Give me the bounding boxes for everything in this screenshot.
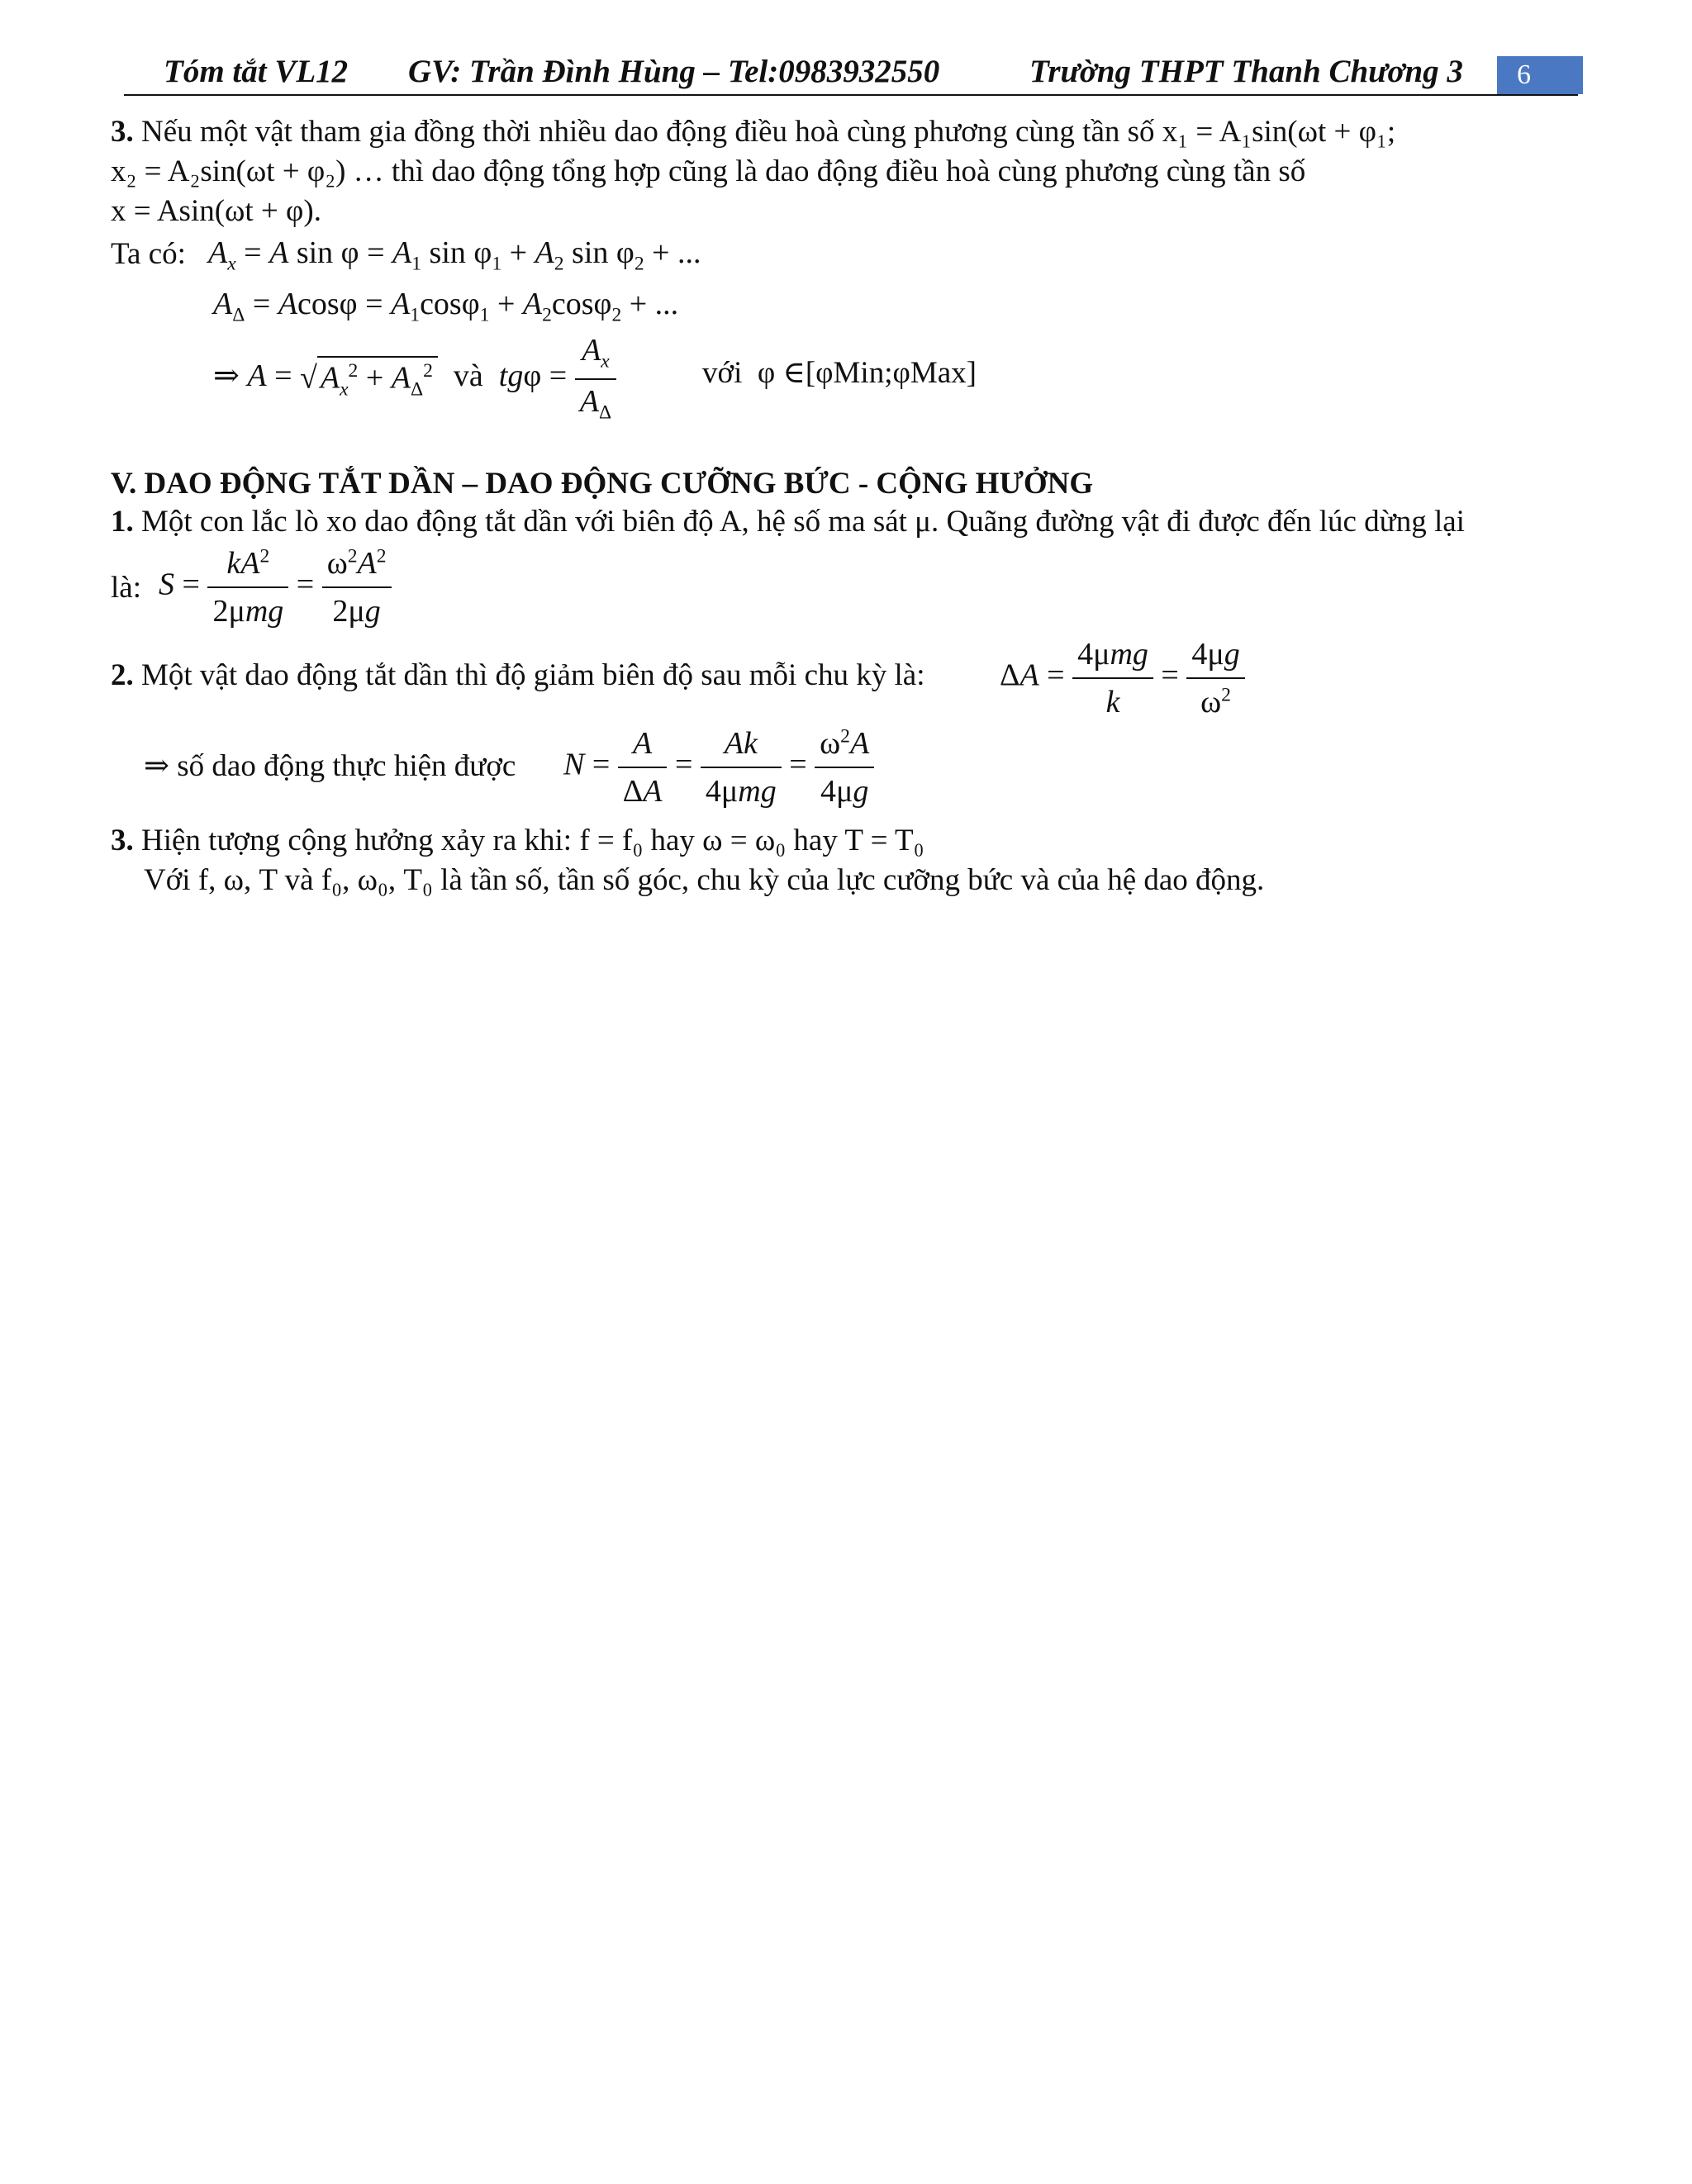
- header-school: Trường THPT Thanh Chương 3: [1029, 54, 1463, 89]
- v-item2-sub: ⇒ số dao động thực hiện được: [144, 749, 516, 783]
- phi-range: φ ∈[φMin;φMax]: [757, 356, 977, 390]
- formula-ax: $A_x = A$ $\sin \varphi = A_1$ $\sin \varphi_1 + A_2$ $\sin \varphi_2$ + ...: [208, 235, 701, 275]
- page-header: [124, 50, 1578, 96]
- va-word: và: [453, 358, 483, 394]
- header-course: Tóm tắt VL12: [164, 54, 349, 89]
- item-text: Một con lắc lò xo dao động tắt dần với biên độ A, hệ số ma sát μ. Quãng đường vật đi được đến lúc dừng lại: [141, 505, 1465, 539]
- v-item1-text: [111, 504, 1465, 540]
- v-item1-la: là:: [111, 571, 141, 605]
- item-number: 3.: [111, 115, 134, 149]
- item-number: 1.: [111, 505, 134, 539]
- voi-word: với: [702, 356, 743, 390]
- v-item2-text: [111, 658, 925, 694]
- phi-condition: [702, 355, 977, 392]
- item3-line1: [111, 114, 1395, 150]
- sqrt-expression: √ $A_x^2 + A_\Delta^2$: [300, 356, 438, 401]
- taco-label: Ta có:: [111, 237, 186, 271]
- v-item3-note: Với f, ω, T và f₀, ω₀, T₀ là tần số, tần số góc, chu kỳ của lực cưỡng bức và của hệ dao động.: [144, 863, 1265, 897]
- item-number: 2.: [111, 658, 134, 692]
- item3-line3: x = Asin(ωt + φ).: [111, 194, 321, 228]
- formula-n-oscillations: N = $\frac{A}{\Delta A}$ = $\frac{Ak}{\text{4μmg}}$ = $\frac{\omega^2A}{4\mu g}$: [563, 725, 874, 810]
- item-number: 3.: [111, 824, 134, 857]
- section-v-title: V. DAO ĐỘNG TẮT DẦN – DAO ĐỘNG CƯỠNG BỨC - CỘNG HƯỞNG: [111, 467, 1094, 501]
- item-text: Một vật dao động tắt dần thì độ giảm biên độ sau mỗi chu kỳ là:: [141, 658, 925, 692]
- formula-amplitude: ⇒ A = √ $A_x^2 + A_\Delta^2$ và tgφ = $\frac{A_x}{A_\Delta}$: [213, 334, 616, 424]
- tg-fraction: $\frac{A_x}{A_\Delta}$: [575, 334, 616, 424]
- item3-line2: x₂ = A₂sin(ωt + φ₂) … thì dao động tổng hợp cũng là dao động điều hoà cùng phương cùng tần số: [111, 154, 1306, 188]
- item-text: số dao động thực hiện được: [177, 749, 516, 783]
- formula-distance: S = $\frac{kA^2}{\text{2μmg}}$ = $\frac{\omega^2A^2}{2\mu g}$: [159, 545, 392, 629]
- v-item3-text: [111, 823, 924, 859]
- page-number-badge: 6: [1497, 56, 1583, 94]
- formula-adelta: $A_\Delta = Acos\varphi = A_1\cos\varphi_1 + A_2\cos\varphi_2$ + ...: [213, 287, 679, 326]
- item-text: Nếu một vật tham gia đồng thời nhiều dao động điều hoà cùng phương cùng tần số x₁ = A₁sin(ωt + φ₁;: [141, 115, 1396, 149]
- item-text: Hiện tượng cộng hưởng xảy ra khi: f = f₀ hay ω = ω₀ hay T = T₀: [141, 824, 924, 857]
- header-teacher: GV: Trần Đình Hùng – Tel:0983932550: [408, 54, 940, 89]
- formula-delta-a: ΔA = $\frac{\text{4μmg}}{k}$ = $\frac{4\mu g}{\omega^2}$: [1000, 636, 1245, 720]
